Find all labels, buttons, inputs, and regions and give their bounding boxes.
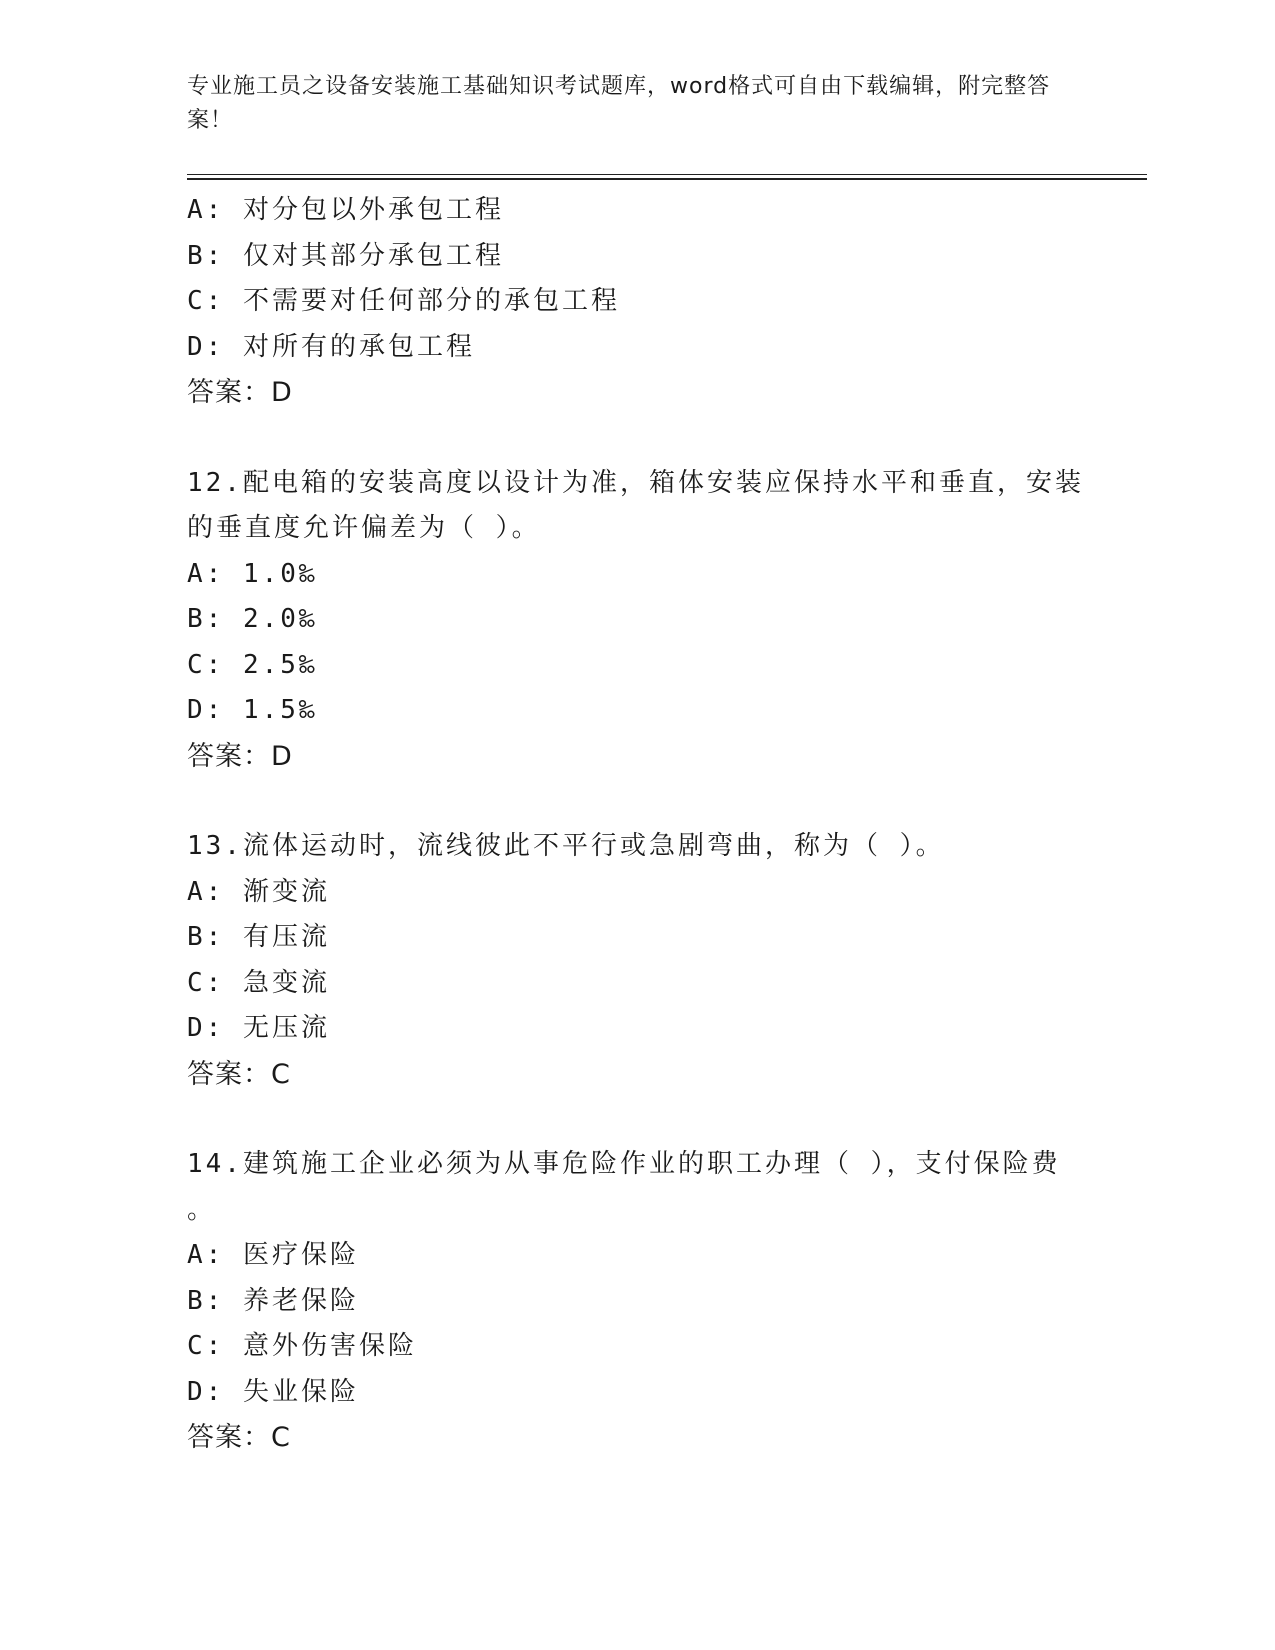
- option-a: A: 医疗保险: [187, 1240, 359, 1270]
- answer-line: 答案：D: [187, 377, 293, 408]
- option-b: B: 养老保险: [187, 1285, 359, 1316]
- question-stem: 12.配电箱的安装高度以设计为准，箱体安装应保持水平和垂直，安装的垂直度允许偏差为（ ）。: [187, 467, 1084, 543]
- option-a: A: 渐变流: [187, 876, 330, 907]
- option-a: A: 1.0‰: [187, 558, 318, 589]
- question-stem: 13.流体运动时，流线彼此不平行或急剧弯曲，称为（ ）。: [187, 831, 945, 861]
- option-b: B: 2.0‰: [187, 604, 318, 634]
- option-d: D: 1.5‰: [187, 695, 318, 725]
- question-block-13: [187, 824, 1087, 1097]
- question-list: [187, 188, 1087, 1461]
- question-block-14: [187, 1142, 1087, 1461]
- option-c: C: 急变流: [187, 967, 330, 998]
- option-d: D: 失业保险: [187, 1376, 359, 1407]
- option-b: B: 仅对其部分承包工程: [187, 240, 504, 271]
- header-divider-thick: [187, 178, 1147, 180]
- option-d: D: 对所有的承包工程: [187, 331, 475, 362]
- question-stem: 14.建筑施工企业必须为从事危险作业的职工办理（ ），支付保险费: [187, 1149, 1061, 1179]
- option-a: A: 对分包以外承包工程: [187, 195, 504, 225]
- question-block-prev: [187, 188, 1087, 416]
- option-c: C: 不需要对任何部分的承包工程: [187, 286, 620, 316]
- question-stem-continuation: 。: [187, 1194, 217, 1225]
- answer-line: 答案：C: [187, 1058, 291, 1090]
- question-gap: [187, 416, 1087, 461]
- header-divider-thin: [187, 174, 1147, 175]
- option-c: C: 2.5‰: [187, 649, 318, 680]
- question-block-12: [187, 461, 1087, 780]
- document-header: 专业施工员之设备安装施工基础知识考试题库，word格式可自由下载编辑，附完整答案！: [187, 74, 1051, 133]
- option-c: C: 意外伤害保险: [187, 1331, 417, 1361]
- option-d: D: 无压流: [187, 1013, 330, 1043]
- question-gap: [187, 1097, 1087, 1142]
- answer-line: 答案：C: [187, 1422, 291, 1453]
- answer-line: 答案：D: [187, 740, 293, 772]
- option-b: B: 有压流: [187, 922, 330, 952]
- question-gap: [187, 779, 1087, 824]
